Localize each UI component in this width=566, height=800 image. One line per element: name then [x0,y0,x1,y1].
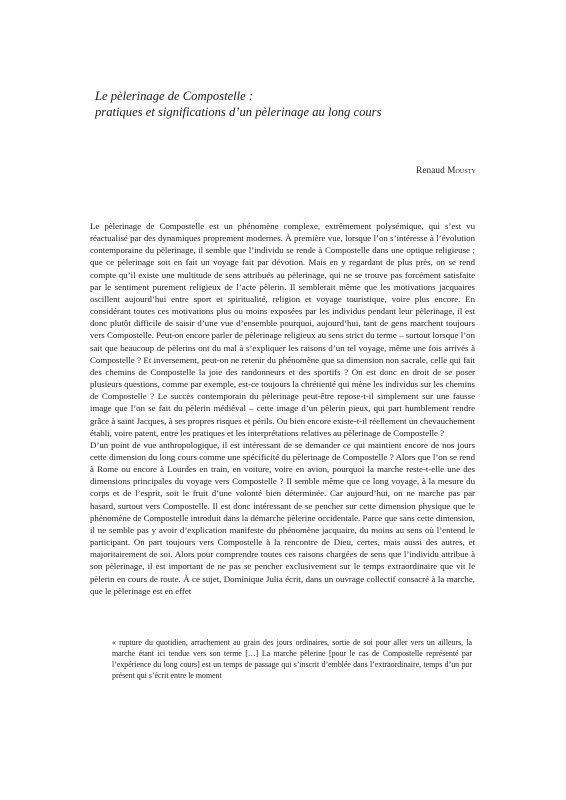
author-last-name: Mousty [447,165,476,175]
title-line-2: pratiques et significations d’un pèlerinage au long cours [95,105,382,119]
paragraph-1: Le pèlerinage de Compostelle est un phénomène complexe, extrêmement polysémique, qui s’est vu réactualisé par des dynamiques proprement modernes. À première vue, lorsque l’on s’intéresse à l’évolution contemporaine du pèlerinage, il semble que l’individu se rende à Compostelle dans une optique religieuse ; que ce pèlerinage soit en fait un voyage fait par dévotion. Mais en y regardant de plus près, on se rend compte qu’il existe une multitude de sens attribués au pèlerinage, qui ne se trouve pas forcément satisfaite par le sentiment purement religieux de l’acte pèlerin. Il semblerait même que les motivations jacquaires oscillent aujourd’hui entre sport et spiritualité, religion et voyage touristique, voire plus encore. En considérant toutes ces motivations plus ou moins exposées par les individus pendant leur pèlerinage, il est donc plutôt difficile de saisir d’une vue d’ensemble pourquoi, aujourd’hui, tant de gens marchent toujours vers Compostelle. Peut-on encore parler de pèlerinage religieux au sens strict du terme – surtout lorsque l’on sait que beaucoup de pèlerins ont du mal à s’expliquer les raisons d’un tel voyage, même une fois arrivés à Compostelle ? Et inversement, peut-on ne retenir du phénomène que sa dimension non sacrale, celle qui fait des chemins de Compostelle la joie des randonneurs et des sportifs ? On est donc en droit de se poser plusieurs questions, comme par exemple, est-ce toujours la chrétienté qui mène les individus sur les chemins de Compostelle ? Le succès contemporain du pèlerinage peut-être repose-t-il simplement sur une fausse image que l’on se fait du pèlerin médiéval – cette image d’un pèlerin pieux, qui part humblement rendre grâce à saint Jacques, à ses propres risques et périls. Ou bien encore existe-t-il réellement un chevauchement établi, voire patent, entre les pratiques et les interprétations relatives au pèlerinage de Compostelle ? [90,221,475,438]
author-first-name: Renaud [416,165,445,175]
block-quote: « rupture du quotidien, arrachement au grain des jours ordinaires, sortie de soi pour aller vers un ailleurs, la marche étant ici tendue vers son terme […] La marche pèlerine [pour le cas de Compostelle représenté par l’expérience du long cours] est un temps de passage qui s’inscrit d’emblée dans l’extraordinaire, temps d’un pur présent qui s’écrit entre le moment [112,638,472,680]
article-title [95,88,515,120]
author-name [416,165,476,175]
paragraph-2: D’un point de vue anthropologique, il est intéressant de se demander ce qui maintient encore de nos jours cette dimension du long cours comme une spécificité du pèlerinage de Compostelle ? Alors que l’on se rend à Rome ou encore à Lourdes en train, en voiture, voire en avion, pourquoi la marche reste-t-elle une des dimensions principales du voyage vers Compostelle ? Il semble même que ce long voyage, à la mesure du corps et de l’esprit, soit le fruit d’une volonté bien déterminée. Car aujourd’hui, on ne marche pas par hasard, surtout vers Compostelle. Il est donc intéressant de se pencher sur cette dimension physique que le phénomène de Compostelle introduit dans la démarche pèlerine occidentale. Parce que sans cette dimension, il ne semble pas y avoir d’explication manifeste du phénomène jacquaire, du moins au sens où l’entend le participant. On part toujours vers Compostelle à la rencontre de Dieu, certes, mais aussi des autres, et majoritairement de soi. Alors pour comprendre toutes ces raisons chargées de sens que l’individu attribue à son pèlerinage, il est important de ne pas se pencher exclusivement sur le temps extraordinaire que vit le pèlerin en cours de route. À ce sujet, Dominique Julia écrit, dans un ouvrage collectif consacré à la marche, que le pèlerinage est en effet [90,439,475,596]
body-text [90,220,475,597]
title-line-1: Le pèlerinage de Compostelle : [95,89,254,103]
